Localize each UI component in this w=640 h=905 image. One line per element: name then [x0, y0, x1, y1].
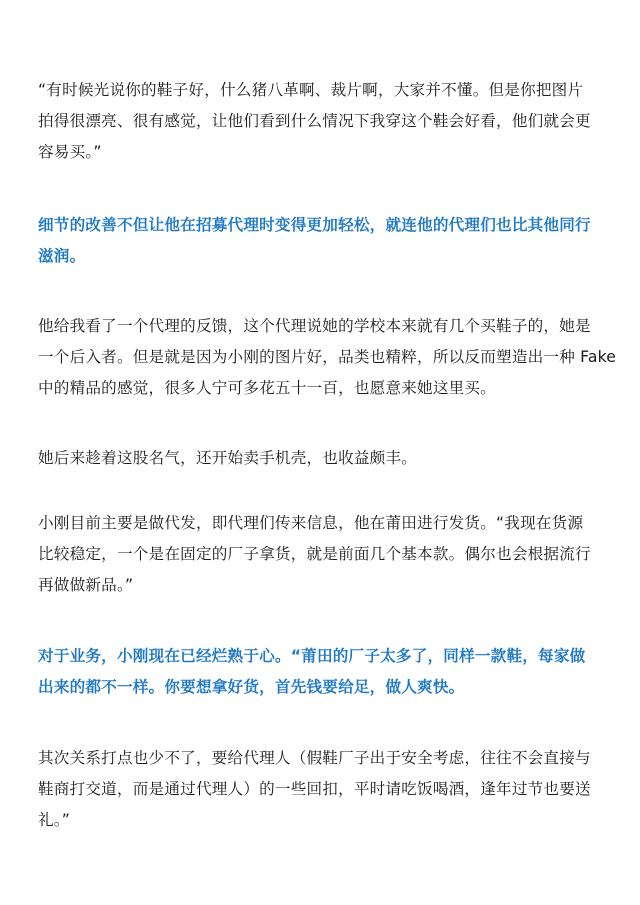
text-line: 再做做新品。”: [38, 576, 134, 594]
text-line: 细节的改善不但让他在招募代理时变得更加轻松，就连他的代理们也比其他同行: [38, 216, 591, 234]
text-line: 出来的都不一样。你要想拿好货，首先钱要给足，做人爽快。: [38, 678, 465, 696]
text-line: 礼。”: [38, 811, 71, 829]
highlighted-paragraph: [38, 210, 613, 272]
text-line: 小刚目前主要是做代发，即代理们传来信息，他在莆田进行发货。“我现在货源: [38, 514, 584, 532]
body-paragraph: [38, 443, 613, 474]
text-line: 鞋商打交道，而是通过代理人）的一些回扣，平时请吃饭喝酒，逢年过节也要送: [38, 780, 591, 798]
text-line: 一个后入者。但是就是因为小刚的图片好，品类也精粹，所以反而塑造出一种 Fake: [38, 348, 617, 366]
text-line: 她后来趁着这股名气，还开始卖手机壳，也收益颇丰。: [38, 449, 418, 467]
body-paragraph: [38, 743, 613, 836]
quote-paragraph: [38, 75, 613, 168]
text-line: 滋润。: [38, 247, 86, 265]
highlighted-paragraph: [38, 641, 613, 703]
text-line: 比较稳定，一个是在固定的厂子拿货，就是前面几个基本款。偶尔也会根据流行: [38, 545, 591, 563]
text-line: “有时候光说你的鞋子好，什么猪八革啊、裁片啊，大家并不懂。但是你把图片: [38, 81, 584, 99]
body-paragraph: [38, 311, 617, 404]
text-line: 拍得很漂亮、很有感觉，让他们看到什么情况下我穿这个鞋会好看，他们就会更: [38, 112, 591, 130]
body-paragraph: [38, 508, 613, 601]
text-line: 其次关系打点也少不了，要给代理人（假鞋厂子出于安全考虑，往往不会直接与: [38, 749, 591, 767]
text-line: 容易买。”: [38, 143, 102, 161]
text-line: 他给我看了一个代理的反馈，这个代理说她的学校本来就有几个买鞋子的，她是: [38, 317, 591, 335]
text-line: 对于业务，小刚现在已经烂熟于心。“莆田的厂子太多了，同样一款鞋，每家做: [38, 647, 586, 665]
text-line: 中的精品的感觉，很多人宁可多花五十一百，也愿意来她这里买。: [38, 379, 497, 397]
